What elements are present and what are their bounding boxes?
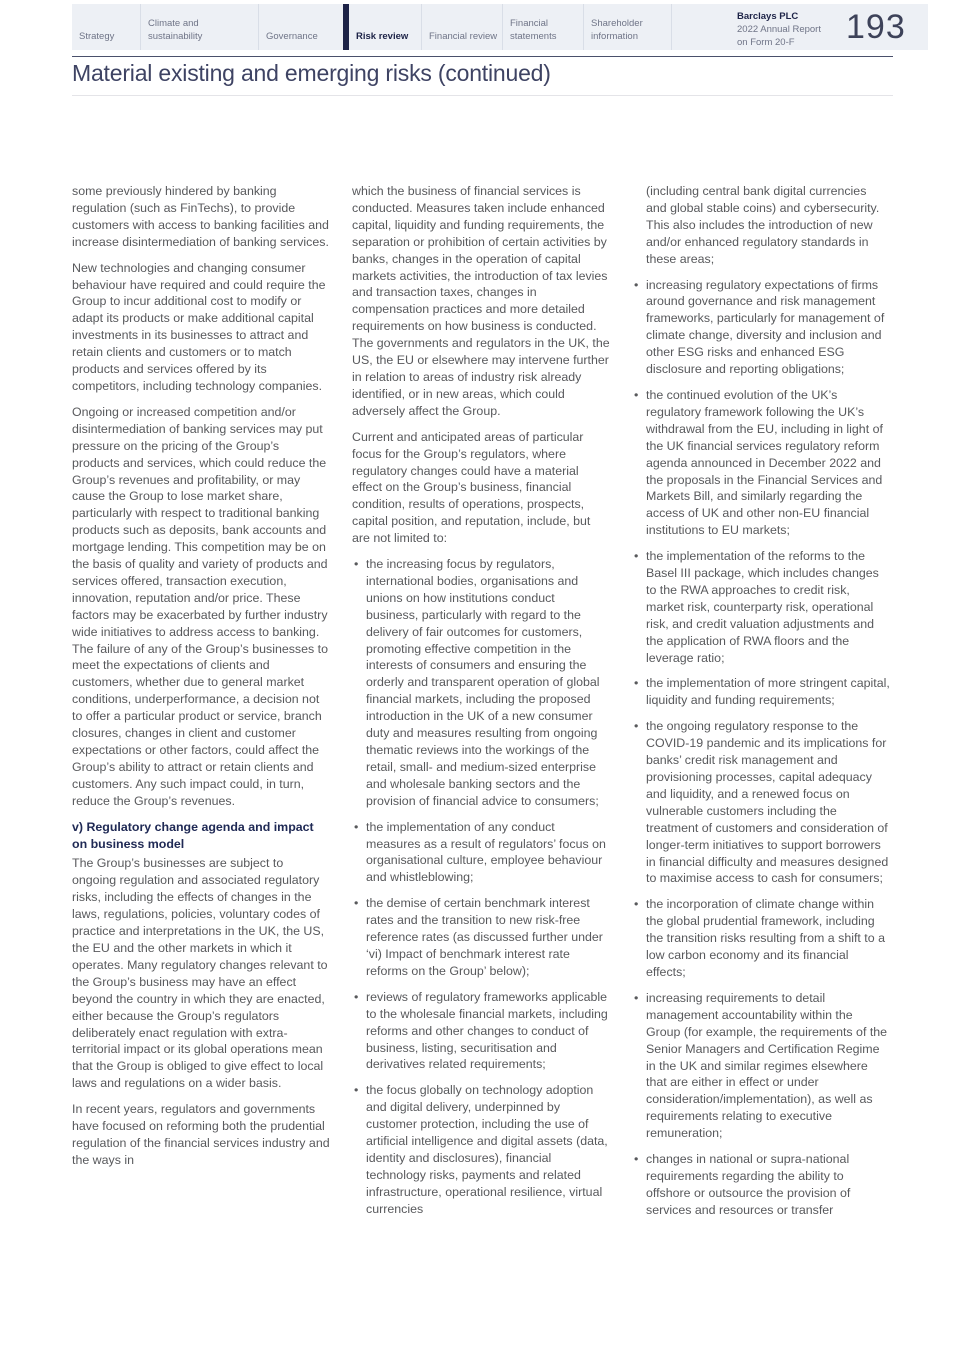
- bullet-marker: [634, 896, 638, 913]
- bullet-text: the continued evolution of the UK’s regulatory framework following the UK’s withdrawal from the EU, including in light of the UK financial services regulatory reform agenda announced in December 2022 and the proposals in the Financial Services and Markets Bill, and similarly regarding the access of UK and other non-EU financial institutions to EU markets;: [646, 387, 883, 538]
- paragraph: some previously hindered by banking regulation (such as FinTechs), to provide customers with access to banking facilities and increase disintermediation of banking services.: [72, 184, 329, 249]
- tab-financial-review[interactable]: Financial review: [421, 4, 502, 50]
- section-nav: [72, 4, 928, 50]
- bullet-marker: [634, 718, 638, 735]
- column-1: [72, 183, 330, 1228]
- brand-block: [737, 4, 840, 50]
- brand-form-line: on Form 20-F: [737, 36, 795, 48]
- title-rule-top: [72, 56, 893, 57]
- bullet-item: [632, 1151, 890, 1219]
- bullet-text: the ongoing regulatory response to the COVID-19 pandemic and its implications for banks’ credit risk management and provisioning processes, capital adequacy and liquidity, and a renewed focus on vulnerable customers including the treatment of customers and consideration of longer-term initiatives to support borrowers in financial difficulty and measures designed to maximise access to cash for consumers;: [646, 719, 889, 886]
- column-3: [632, 183, 890, 1228]
- bullet-marker: [354, 989, 358, 1006]
- bullet-marker: [634, 990, 638, 1007]
- bullet-text: increasing regulatory expectations of firms around governance and risk management frameworks, particularly for management of climate change, diversity and inclusion and other ESG risks and enhanced ESG disclosure and reporting obligations;: [646, 277, 885, 377]
- bullet-text: changes in national or supra-national requirements regarding the ability to offshore or outsource the provision of services and resources or transfer: [646, 1152, 851, 1217]
- bullet-item: [352, 989, 610, 1074]
- body-content: [72, 183, 890, 1228]
- nav-spacer: [671, 4, 737, 50]
- bullet-marker: [354, 819, 358, 836]
- bullet-marker: [634, 277, 638, 294]
- bullet-item: [632, 718, 890, 887]
- page-number: 193: [846, 7, 906, 46]
- title-rule-bottom: [72, 95, 893, 96]
- brand-report-line: 2022 Annual Report: [737, 23, 821, 35]
- tab-strategy[interactable]: Strategy: [79, 30, 115, 42]
- bullet-marker: [634, 387, 638, 404]
- bullet-item: [632, 277, 890, 378]
- paragraph: New technologies and changing consumer behaviour have required and could require the Group to incur additional cost to modify or adapt its products or make additional capital investments in its businesses to attract and retain clients and customers or to match products and services offered by its competitors, including technology companies.: [72, 260, 326, 393]
- subsection-heading: v) Regulatory change agenda and impact on business model: [72, 819, 314, 851]
- bullet-item: [352, 819, 610, 887]
- bullet-item: [632, 548, 890, 666]
- paragraph: Ongoing or increased competition and/or disintermediation of banking services may put pressure on the pricing of the Group’s products and services, which could reduce the Group’s revenues and profitability, or may cause the Group to lose market share, particularly with respect to traditional banking products such as deposits, bank accounts and mortgage lending. This competition may be on the basis of quality and variety of products and services offered, transaction execution, innovation, reputation and/or price. These factors may be exacerbated by further industry wide initiatives to address access to banking. The failure of any of the Group’s businesses to meet the expectations of clients and customers, whether due to general market conditions, underperformance, a decision not to offer a particular product or service, branch closures, changes in client and customer expectations or other factors, could affect the Group’s ability to attract or retain clients and customers. Any such impact could, in turn, reduce the Group’s revenues.: [72, 404, 328, 808]
- bullet-marker: [354, 556, 358, 573]
- bullet-marker: [634, 675, 638, 692]
- bullet-text: the increasing focus by regulators, international bodies, organisations and unions on how institutions conduct business, particularly with regard to the delivery of fair outcomes for customers, promoting effective competition in the interests of consumers and ensuring the orderly and transparent operation of global financial markets, including the proposed introduction in the UK of a new consumer duty and measures resulting from ongoing thematic reviews into the workings of the retail, small- and medium-sized enterprise and wholesale banking sectors and the provision of financial advice to consumers;: [366, 557, 600, 808]
- tab-climate-and-sustainability[interactable]: Climate and sustainability: [140, 4, 258, 50]
- bullet-item: [632, 896, 890, 981]
- tab-financial-statements[interactable]: Financial statements: [502, 4, 583, 50]
- bullet-marker: [354, 895, 358, 912]
- bullet-text: the implementation of any conduct measures as a result of regulators’ focus on organisational culture, employee behaviour and whistleblowing;: [366, 819, 606, 885]
- bullet-marker: [354, 1082, 358, 1099]
- bullet-item: [352, 1082, 610, 1217]
- paragraph: Current and anticipated areas of particular focus for the Group’s regulators, where regulatory changes could have a material effect on the Group’s business, financial condition, results of operations, prospects, capital position, and reputation, include, but are not limited to:: [352, 429, 591, 546]
- column-2: [352, 183, 610, 1228]
- bullet-text: the demise of certain benchmark interest rates and the transition to new risk-free reference rates (as discussed further under ‘vi) Impact of benchmark interest rate reforms on the Group’ below);: [366, 896, 603, 978]
- bullet-item: [632, 675, 890, 709]
- brand-name: Barclays PLC: [737, 11, 799, 22]
- bullet-item: [632, 990, 890, 1142]
- tab-risk-review[interactable]: Risk review: [343, 4, 421, 50]
- tab-shareholder-information[interactable]: Shareholder information: [583, 4, 671, 50]
- bullet-text: the focus globally on technology adoption and digital delivery, underpinned by customer protection, including the use of artificial intelligence and digital assets (data, identity and disclosures), financial technology risks, payments and related infrastructure, operational resilience, virtual currencies: [366, 1083, 608, 1216]
- bullet-item: [352, 895, 610, 980]
- bullet-continuation: (including central bank digital currencies and global stable coins) and cybersecurity. This also includes the introduction of new and/or enhanced regulatory standards in these areas;: [646, 184, 880, 266]
- page-title: Material existing and emerging risks (continued): [72, 60, 551, 86]
- bullet-text: reviews of regulatory frameworks applicable to the wholesale financial markets, including reforms and other changes to conduct of business, listing, securitisation and derivatives related requirements;: [366, 989, 608, 1072]
- paragraph: which the business of financial services is conducted. Measures taken include enhanced capital, liquidity and funding requirements, the separation or prohibition of certain activities by banks, changes in the operation of capital markets activities, the introduction of tax levies and transaction taxes, changes in compensation practices and more detailed requirements on how business is conducted. The governments and regulators in the UK, the US, the EU or elsewhere may intervene further in relation to areas of industry risk already identified, or in new areas, which could adversely affect the Group.: [352, 184, 610, 418]
- bullet-item: [352, 556, 610, 810]
- paragraph: In recent years, regulators and governments have focused on reforming both the prudential regulation of the financial services industry and the ways in: [72, 1102, 330, 1167]
- bullet-text: the implementation of the reforms to the Basel III package, which includes changes to the RWA approaches to credit risk, market risk, counterparty risk, operational risk, and credit valuation adjustments and the application of RWA floors and the leverage ratio;: [646, 549, 879, 665]
- tab-governance[interactable]: Governance: [258, 4, 343, 50]
- bullet-text: the implementation of more stringent capital, liquidity and funding requirements;: [646, 676, 890, 708]
- bullet-text: increasing requirements to detail management accountability within the Group (for example, the requirements of the Senior Managers and Certification Regime in the UK and similar regimes elsewhere that are either in effect or under consideration/implementation), as well as requirements relating to executive remuneration;: [646, 990, 888, 1141]
- bullet-item: [632, 387, 890, 539]
- paragraph: The Group’s businesses are subject to ongoing regulation and associated regulatory risks, including the effects of changes in the laws, regulations, policies, voluntary codes of practice and interpretations in the UK, the US, the EU and the other markets in which it operates. Many regulatory changes relevant to the Group’s business may have an effect beyond the country in which they are enacted, either because the Group’s regulators deliberately enact regulation with extra-territorial impact or its global operations mean that the Group is obliged to give effect to local laws and regulations on a wider basis.: [72, 856, 328, 1091]
- bullet-text: the incorporation of climate change within the global prudential framework, including the transition risks resulting from a shift to a low carbon economy and its financial effects;: [646, 897, 885, 979]
- bullet-marker: [634, 548, 638, 565]
- bullet-marker: [634, 1151, 638, 1168]
